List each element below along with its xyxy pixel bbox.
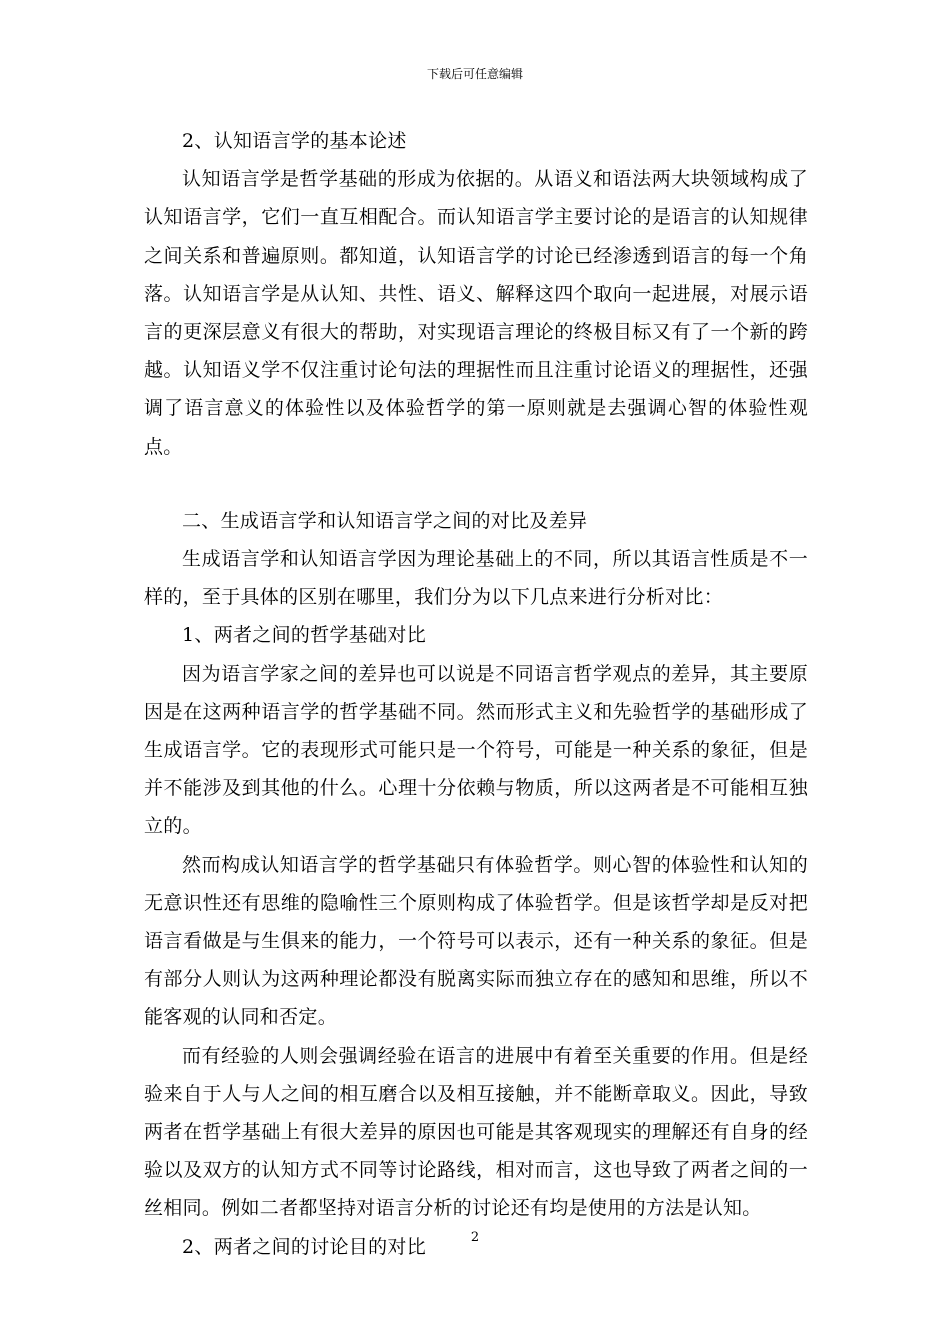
body-paragraph: 然而构成认知语言学的哲学基础只有体验哲学。则心智的体验性和认知的无意识性还有思维的隐喻性三个原则构成了体验哲学。但是该哲学却是反对把语言看做是与生俱来的能力，一个符号可以表示，还有一种关系的象征。但是有部分人则认为这两种理论都没有脱离实际而独立存在的感知和思维，所以不能客观的认同和否定。 — [144, 853, 808, 1029]
page-header: 下载后可任意编辑 — [426, 67, 523, 81]
section-spacer — [144, 466, 808, 502]
chapter-heading: 二、生成语言学和认知语言学之间的对比及差异 — [182, 509, 588, 532]
body-paragraph: 因为语言学家之间的差异也可以说是不同语言哲学观点的差异，其主要原因是在这两种语言学的哲学基础不同。然而形式主义和先验哲学的基础形成了生成语言学。它的表现形式可能只是一个符号，可能是一种关系的象征，但是并不能涉及到其他的什么。心理十分依赖与物质，所以这两者是不可能相互独立的。 — [144, 662, 808, 838]
section-heading: 2、认知语言学的基本论述 — [182, 130, 407, 152]
body-paragraph: 认知语言学是哲学基础的形成为依据的。从语义和语法两大块领域构成了认知语言学，它们一直互相配合。而认知语言学主要讨论的是语言的认知规律之间关系和普遍原则。都知道，认知语言学的讨论已经渗透到语言的每一个角落。认知语言学是从认知、共性、语义、解释这四个取向一起进展，对展示语言的更深层意义有很大的帮助，对实现语言理论的终极目标又有了一个新的跨越。认知语义学不仅注重讨论句法的理据性而且注重讨论语义的理据性，还强调了语言意义的体验性以及体验哲学的第一原则就是去强调心智的体验性观点。 — [144, 168, 808, 458]
document-body — [144, 122, 808, 1266]
body-paragraph: 生成语言学和认知语言学因为理论基础上的不同，所以其语言性质是不一样的，至于具体的区别在哪里，我们分为以下几点来进行分析对比： — [144, 548, 808, 609]
body-paragraph: 而有经验的人则会强调经验在语言的进展中有着至关重要的作用。但是经验来自于人与人之间的相互磨合以及相互接触，并不能断章取义。因此，导致两者在哲学基础上有很大差异的原因也可能是其客观现实的理解还有自身的经验以及双方的认知方式不同等讨论路线，相对而言，这也导致了两者之间的一丝相同。例如二者都坚持对语言分析的讨论还有均是使用的方法是认知。 — [144, 1044, 808, 1220]
page-number: 2 — [470, 1230, 480, 1245]
subsection-heading: 2、两者之间的讨论目的对比 — [182, 1235, 426, 1258]
subsection-heading: 1、两者之间的哲学基础对比 — [182, 624, 426, 647]
